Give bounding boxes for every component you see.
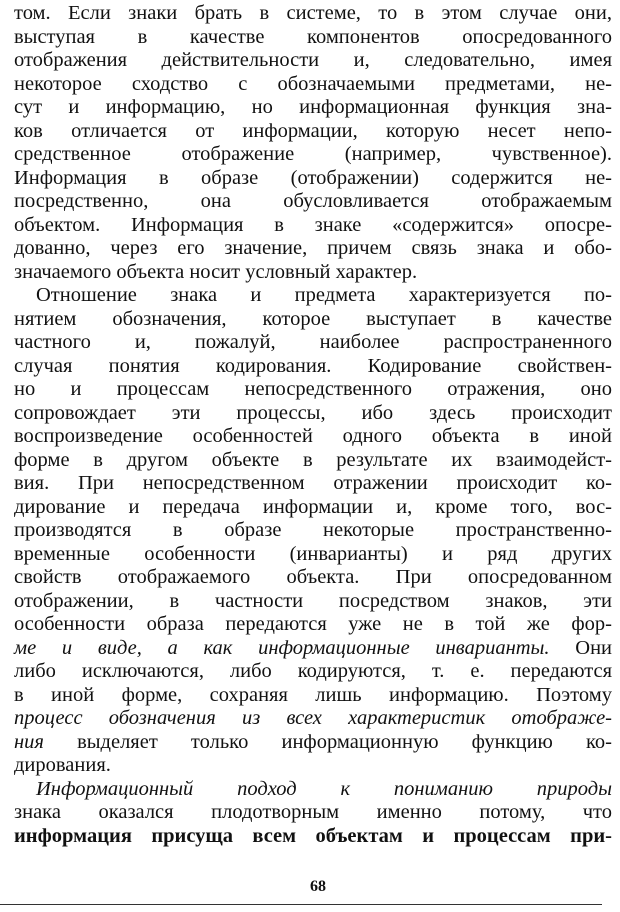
text-line	[14, 261, 612, 285]
text-segment: производятся в образе некоторые пространственно-	[14, 519, 612, 541]
text-segment: форме в другом объекте в результате их взаимодейст-	[14, 448, 612, 471]
text-segment: Информация в образе (отображении) содержится не-	[14, 166, 612, 189]
italic-text: ме и виде, а как информационные инварианты.	[14, 636, 550, 659]
text-line	[14, 519, 612, 543]
text-segment: в иной форме, сохраняя лишь информацию. Поэтому	[14, 683, 612, 706]
text-line	[14, 2, 612, 26]
text-line	[14, 801, 612, 825]
text-line	[14, 308, 612, 332]
text-line	[14, 402, 612, 426]
text-segment: вия. При непосредственном отражении происходит ко-	[14, 472, 612, 494]
text-line	[14, 96, 612, 120]
italic-text: ния	[14, 730, 44, 753]
text-segment: либо исключаются, либо кодируются, т. е. передаются	[14, 660, 612, 682]
text-segment: выделяет только информационную функцию ко-	[43, 730, 612, 753]
page-number: 68	[310, 878, 326, 895]
text-segment: но и процессам непосредственного отражения, оно	[14, 378, 612, 400]
text-line	[14, 707, 612, 731]
text-line	[14, 49, 612, 73]
text-line	[14, 613, 612, 637]
text-segment: значаемого объекта носит условный характер.	[14, 260, 418, 283]
text-line	[14, 590, 612, 614]
italic-text: процесс обозначения из всех характеристик отображе-	[14, 707, 612, 729]
text-line	[14, 543, 612, 567]
text-line	[14, 566, 612, 590]
text-line	[14, 637, 612, 661]
text-segment: особенности образа передаются уже не в той же фор-	[14, 613, 612, 635]
text-line	[14, 660, 612, 684]
text-segment: частного и, пожалуй, наиболее распространенного	[14, 331, 612, 353]
text-line	[14, 496, 612, 520]
text-segment: свойств отображаемого объекта. При опосредованном	[14, 566, 612, 588]
text-segment: Они	[549, 636, 613, 659]
text-line	[14, 167, 612, 191]
footer-rule	[0, 904, 602, 905]
text-line	[14, 120, 612, 144]
text-line	[14, 237, 612, 261]
text-line	[14, 754, 612, 778]
text-segment: случая понятия кодирования. Кодирование свойствен-	[14, 354, 612, 377]
text-line	[14, 355, 612, 379]
text-segment: воспроизведение особенностей одного объекта в иной	[14, 425, 612, 447]
italic-text: Информационный подход к пониманию природы	[36, 777, 612, 800]
text-line	[14, 449, 612, 473]
text-line	[14, 731, 612, 755]
text-line	[14, 778, 612, 802]
text-segment: отображения действительности и, следовательно, имея	[14, 49, 612, 71]
text-segment: отображении, в частности посредством знаков, эти	[14, 589, 612, 612]
text-line	[14, 472, 612, 496]
text-segment: знака оказался плодотворным именно потому, что	[14, 801, 612, 823]
text-segment: выступая в качестве компонентов опосредованного	[14, 25, 612, 48]
text-segment: сут и информацию, но информационная функция зна-	[14, 96, 612, 118]
text-segment: средственное отображение (например, чувственное).	[14, 143, 612, 165]
text-segment: том. Если знаки брать в системе, то в этом случае они,	[14, 2, 612, 24]
text-line	[14, 73, 612, 97]
text-segment: ков отличается от информации, которую несет непо-	[14, 119, 612, 142]
text-line	[14, 684, 612, 708]
text-segment: дованно, через его значение, причем связь знака и обо-	[14, 237, 612, 259]
text-segment: некоторое сходство с обозначаемыми предметами, не-	[14, 72, 612, 95]
text-line	[14, 190, 612, 214]
text-segment: информация присуща всем объектам и процессам при-	[14, 824, 612, 847]
text-segment: временные особенности (инварианты) и ряд других	[14, 542, 612, 565]
text-line	[14, 378, 612, 402]
text-line	[14, 214, 612, 238]
text-line	[14, 425, 612, 449]
text-segment: нятием обозначения, которое выступает в качестве	[14, 307, 612, 330]
text-segment: объектом. Информация в знаке «содержится» опосре-	[14, 213, 612, 236]
text-segment: посредственно, она обусловливается отображаемым	[14, 190, 612, 212]
text-line	[14, 825, 612, 849]
text-segment: Отношение знака и предмета характеризуется по-	[36, 284, 612, 306]
body-text	[14, 2, 612, 848]
text-line	[14, 26, 612, 50]
text-line	[14, 143, 612, 167]
text-segment: сопровождает эти процессы, ибо здесь происходит	[14, 401, 612, 424]
text-line	[14, 284, 612, 308]
text-segment: дирования.	[14, 754, 111, 776]
text-line	[14, 331, 612, 355]
text-segment: дирование и передача информации и, кроме того, вос-	[14, 495, 612, 518]
